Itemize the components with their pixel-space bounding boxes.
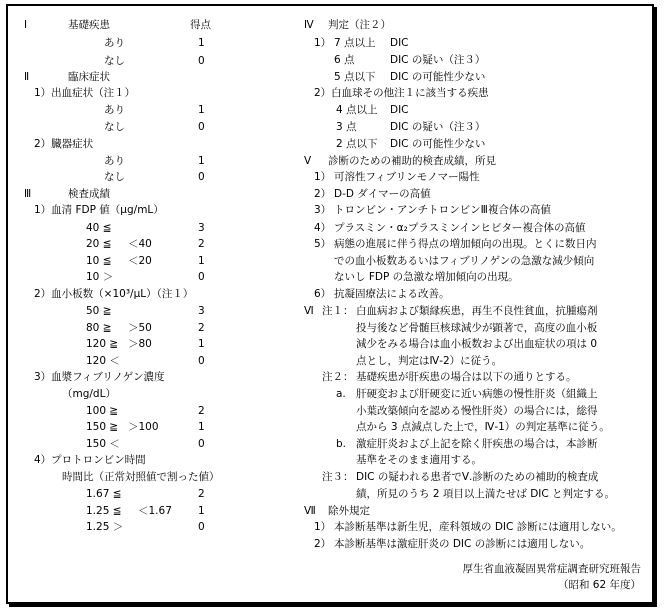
row-score: 2	[198, 322, 205, 334]
item-num: 2）	[314, 188, 332, 200]
row-score: 1	[198, 104, 205, 116]
sub-note: 時間比（正常対照値で割った値）	[62, 471, 220, 483]
note-text: 減少をみる場合は血小板数および出血症状の項は 0	[356, 338, 598, 350]
item-text: 抗凝固療法による改善。	[334, 288, 450, 300]
range-a: 20 ≦	[86, 238, 112, 250]
section-num: Ⅶ	[304, 505, 316, 517]
note-label: 注３：	[322, 471, 354, 483]
item-num: 1）	[314, 171, 332, 183]
item-text: トロンビン・アンチトロンビンⅢ複合体の高値	[334, 204, 551, 216]
range-a: 80 ≧	[86, 322, 112, 334]
note-text: 点とし，判定はⅣ‐2）に従う。	[356, 355, 503, 367]
item-num: 6）	[314, 288, 332, 300]
range-b: ＞80	[128, 338, 152, 350]
note-label: 注２：	[322, 371, 354, 383]
footer-source: 厚生省血液凝固異常症調査研究班報告	[462, 563, 641, 575]
note-label: 注１：	[322, 305, 354, 317]
range-b: ＞100	[128, 421, 159, 433]
section-num: Ⅳ	[304, 19, 314, 31]
sub-label: 2）臓器症状	[34, 138, 94, 150]
section-num: Ⅰ	[24, 19, 28, 31]
section-title: 検査成績	[68, 188, 110, 200]
range-a: 1.67 ≦	[86, 488, 122, 500]
row-score: 0	[198, 355, 205, 367]
range-a: 120 ＜	[86, 355, 120, 367]
item-num: 3）	[314, 204, 332, 216]
row-label: あり	[104, 155, 125, 167]
note-text: 点から 3 点減点した上で，Ⅳ‐1）の判定基準に従う。	[356, 421, 610, 433]
row-score: 1	[198, 421, 205, 433]
row-label: なし	[104, 55, 125, 67]
range-a: 40 ≦	[86, 222, 112, 234]
note-sublabel: b.	[336, 438, 347, 450]
range-a: 1.25 ≦	[86, 505, 122, 517]
range-b: ＜40	[128, 238, 152, 250]
item-text: 本診断基準は激症肝炎の DIC の診断には適用しない。	[334, 538, 591, 550]
section-title: 臨床症状	[68, 71, 110, 83]
result: DIC	[390, 37, 409, 49]
range-b: ＜1.67	[138, 505, 172, 517]
item-text: 可溶性フィブリンモノマー陽性	[334, 171, 480, 183]
section-title: 診断のための補助的検査成績，所見	[328, 155, 496, 167]
note-text: 投与後など骨髄巨核球減少が顕著で，高度の血小板	[356, 322, 598, 334]
item-text: での血小板数あるいはフィブリノゲンの急激な減少傾向	[334, 255, 595, 267]
row-score: 0	[198, 271, 205, 283]
note-text: 激症肝炎および上記を除く肝疾患の場合は，本診断	[356, 438, 598, 450]
points: 3 点	[336, 121, 357, 133]
sub-label: 2）血小板数（×10³/μL）（注１）	[34, 288, 194, 300]
row-score: 3	[198, 305, 205, 317]
sub-label: 1）	[314, 37, 332, 49]
row-label: なし	[104, 171, 125, 183]
item-num: 4）	[314, 222, 332, 234]
note-text: 小葉改築傾向を認める慢性肝炎）の場合には，総得	[356, 405, 598, 417]
note-sublabel: a.	[336, 388, 346, 400]
row-label: あり	[104, 104, 125, 116]
row-label: なし	[104, 121, 125, 133]
range-a: 100 ≧	[86, 405, 119, 417]
result: DIC の疑い（注３）	[390, 54, 486, 66]
row-score: 1	[198, 505, 205, 517]
row-score: 1	[198, 155, 205, 167]
sub-label: 3）血漿フィブリノゲン濃度	[34, 371, 165, 383]
result: DIC の疑い（注３）	[390, 121, 486, 133]
section-num: Ⅱ	[24, 71, 30, 83]
row-score: 1	[198, 37, 205, 49]
note-text: 基礎疾患が肝疾患の場合は以下の通りとする。	[356, 371, 577, 383]
sub-label: 1）血清 FDP 値（μg/mL）	[34, 204, 164, 216]
note-text: 績，所見のうち 2 項目以上満たせば DIC と判定する。	[356, 488, 616, 500]
range-a: 10 ≦	[86, 255, 112, 267]
section-title: 除外規定	[328, 505, 370, 517]
points: 2 点以下	[336, 138, 378, 150]
row-score: 0	[198, 171, 205, 183]
section-title: 基礎疾患	[68, 19, 110, 31]
range-a: 120 ≧	[86, 338, 119, 350]
item-num: 5）	[314, 238, 332, 250]
unit-label: （mg/dL）	[62, 388, 116, 400]
item-num: 1）	[314, 521, 332, 533]
range-a: 150 ≧	[86, 421, 119, 433]
range-b: ＞50	[128, 322, 152, 334]
item-num: 2）	[314, 538, 332, 550]
row-label: あり	[104, 37, 125, 49]
section-title: 判定（注２）	[328, 19, 391, 31]
item-text: プラスミン・α₂プラスミンインヒビター複合体の高値	[334, 222, 586, 234]
row-score: 0	[198, 521, 205, 533]
item-text: ないし FDP の急激な増加傾向の出現。	[334, 271, 519, 283]
points: 6 点	[334, 54, 355, 66]
sub-label: 2）白血球その他注１に該当する疾患	[314, 87, 489, 99]
row-score: 0	[198, 55, 205, 67]
row-score: 0	[198, 438, 205, 450]
row-score: 0	[198, 121, 205, 133]
range-a: 150 ＜	[86, 438, 120, 450]
section-num: Ⅲ	[24, 188, 32, 200]
sub-label: 4）プロトロンビン時間	[34, 454, 146, 466]
section-num: Ⅴ	[304, 155, 312, 167]
result: DIC の可能性少ない	[390, 138, 486, 150]
section-num: Ⅵ	[304, 305, 314, 317]
item-text: 病態の進展に伴う得点の増加傾向の出現。とくに数日内	[334, 238, 597, 250]
result: DIC	[390, 104, 409, 116]
note-text: 肝硬変および肝硬変に近い病態の慢性肝炎（組織上	[356, 388, 598, 400]
points: 5 点以下	[334, 71, 376, 83]
row-score: 2	[198, 488, 205, 500]
note-text: 白血病および類縁疾患，再生不良性貧血，抗腫瘍剤	[356, 305, 598, 317]
row-score: 1	[198, 338, 205, 350]
item-text: D‐D ダイマーの高値	[334, 188, 431, 200]
row-score: 2	[198, 238, 205, 250]
row-score: 1	[198, 255, 205, 267]
points: 4 点以上	[336, 104, 378, 116]
note-text: 基準をそのまま適用する。	[356, 454, 482, 466]
range-a: 10 ＞	[86, 271, 114, 283]
points: 7 点以上	[334, 37, 376, 49]
sub-label: 1）出血症状（注１）	[34, 87, 136, 99]
item-text: 本診断基準は新生児，産科領域の DIC 診断には適用しない。	[334, 521, 622, 533]
result: DIC の可能性少ない	[390, 71, 486, 83]
footer-year: （昭和 62 年度）	[557, 579, 641, 591]
range-b: ＜20	[128, 255, 152, 267]
row-score: 3	[198, 222, 205, 234]
score-header: 得点	[190, 19, 211, 31]
row-score: 2	[198, 405, 205, 417]
note-text: DIC の疑われる患者でⅤ.診断のための補助的検査成	[356, 471, 599, 483]
range-a: 1.25 ＞	[86, 521, 124, 533]
range-a: 50 ≧	[86, 305, 112, 317]
